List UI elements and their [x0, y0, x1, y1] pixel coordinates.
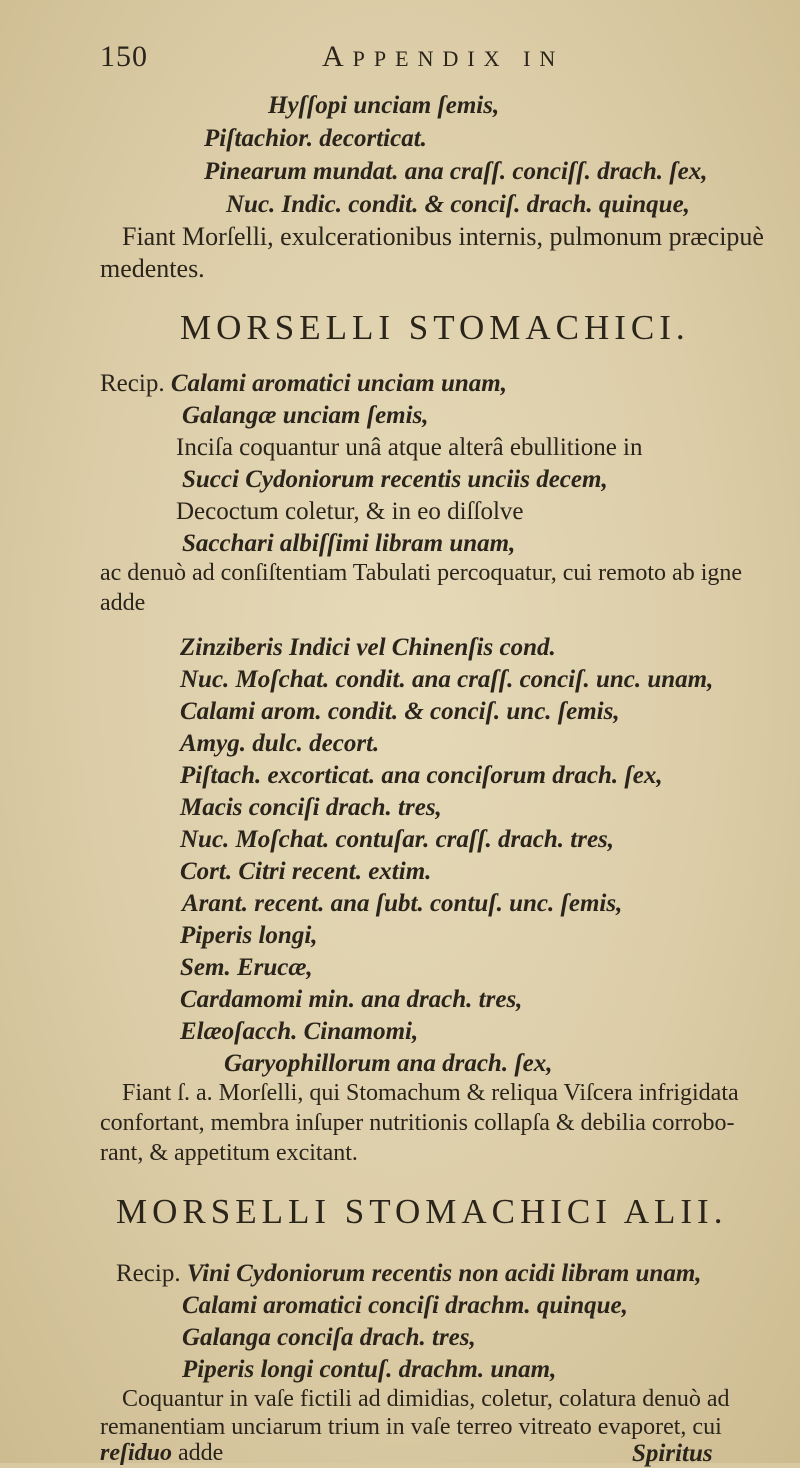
closing-line: Fiant ſ. a. Morſelli, qui Stomachum & reliqua Viſcera infrigidata	[122, 1080, 739, 1106]
instruction-line: Inciſa coquantur unâ atque alterâ ebullitione in	[176, 434, 643, 461]
ingredient-line: Calami aromatici conciſi drachm. quinque,	[182, 1292, 628, 1319]
ingredient-line: Piſtach. excorticat. ana conciſorum drach. ſex,	[180, 762, 663, 789]
closing-line: medentes.	[100, 254, 205, 283]
section-title: MORSELLI STOMACHICI ALII.	[116, 1192, 728, 1231]
ingredient-text: Vini Cydoniorum recentis non acidi libram unam,	[186, 1260, 702, 1287]
ingredient-line: Piperis longi,	[180, 922, 318, 949]
ingredient-line: Amyg. dulc. decort.	[180, 730, 380, 757]
closing-line: remanentiam unciarum trium in vaſe terreo vitreato evaporet, cui	[100, 1414, 722, 1440]
instruction-line: ac denuò ad conſiſtentiam Tabulati percoquatur, cui remoto ab igne	[100, 560, 743, 586]
catchword: Spiritus	[632, 1440, 713, 1467]
recipe-lead: Recip.	[100, 370, 165, 397]
ingredient-line: Cort. Citri recent. extim.	[180, 858, 432, 885]
ingredient-text: Calami aromatici unciam unam,	[170, 370, 507, 397]
ingredient-line: Calami arom. condit. & conciſ. unc. ſemis,	[180, 698, 620, 725]
ingredient-line: Arant. recent. ana ſubt. contuſ. unc. ſemis,	[182, 890, 623, 917]
ingredient-line: Cardamomi min. ana drach. tres,	[180, 986, 523, 1013]
running-title: APPENDIX IN	[322, 40, 565, 73]
closing-line: rant, & appetitum excitant.	[100, 1140, 358, 1166]
adde-word: adde	[178, 1440, 224, 1466]
ingredient-line: Zinziberis Indici vel Chinenſis cond.	[180, 634, 556, 661]
ingredient-line: Sacchari albiſſimi libram unam,	[182, 530, 516, 557]
section-title: MORSELLI STOMACHICI.	[180, 308, 690, 347]
closing-line: Fiant Morſelli, exulcerationibus internis, pulmonum præcipuè	[122, 222, 764, 251]
ingredient-line: Succi Cydoniorum recentis unciis decem,	[182, 466, 608, 493]
ingredient-line: Galanga conciſa drach. tres,	[182, 1324, 476, 1351]
ingredient-line: Nuc. Moſchat. condit. ana craſſ. conciſ. unc. unam,	[180, 666, 714, 693]
closing-line: Coquantur in vaſe fictili ad dimidias, coletur, colatura denuò ad	[122, 1386, 730, 1412]
recipe-line	[116, 1260, 702, 1288]
ingredient-line: Piperis longi contuſ. drachm. unam,	[182, 1356, 557, 1383]
residuo-word: reſiduo	[100, 1440, 172, 1466]
ingredient-line: Piſtachior. decorticat.	[204, 125, 427, 152]
ingredient-line: Pinearum mundat. ana craſſ. conciſſ. drach. ſex,	[204, 158, 708, 185]
page-number: 150	[100, 40, 148, 73]
ingredient-line: Macis conciſi drach. tres,	[180, 794, 442, 821]
instruction-line: adde	[100, 590, 146, 616]
page-header	[0, 40, 800, 90]
ingredient-line: Sem. Erucæ,	[180, 954, 313, 981]
ingredient-line: Hyſſopi unciam ſemis,	[268, 92, 500, 119]
ingredient-line: Elæoſacch. Cinamomi,	[180, 1018, 419, 1045]
recipe-line	[100, 370, 507, 398]
instruction-line: Decoctum coletur, & in eo diſſolve	[176, 498, 524, 525]
closing-line: confortant, membra inſuper nutritionis collapſa & debilia corrobo-	[100, 1110, 735, 1136]
ingredient-line: Galangæ unciam ſemis,	[182, 402, 429, 429]
recipe-lead: Recip.	[116, 1260, 181, 1287]
ingredient-line: Nuc. Indic. condit. & conciſ. drach. quinque,	[226, 191, 690, 218]
ingredient-line: Nuc. Moſchat. contuſar. craſſ. drach. tres,	[180, 826, 615, 853]
ingredient-line: Garyophillorum ana drach. ſex,	[224, 1050, 553, 1077]
